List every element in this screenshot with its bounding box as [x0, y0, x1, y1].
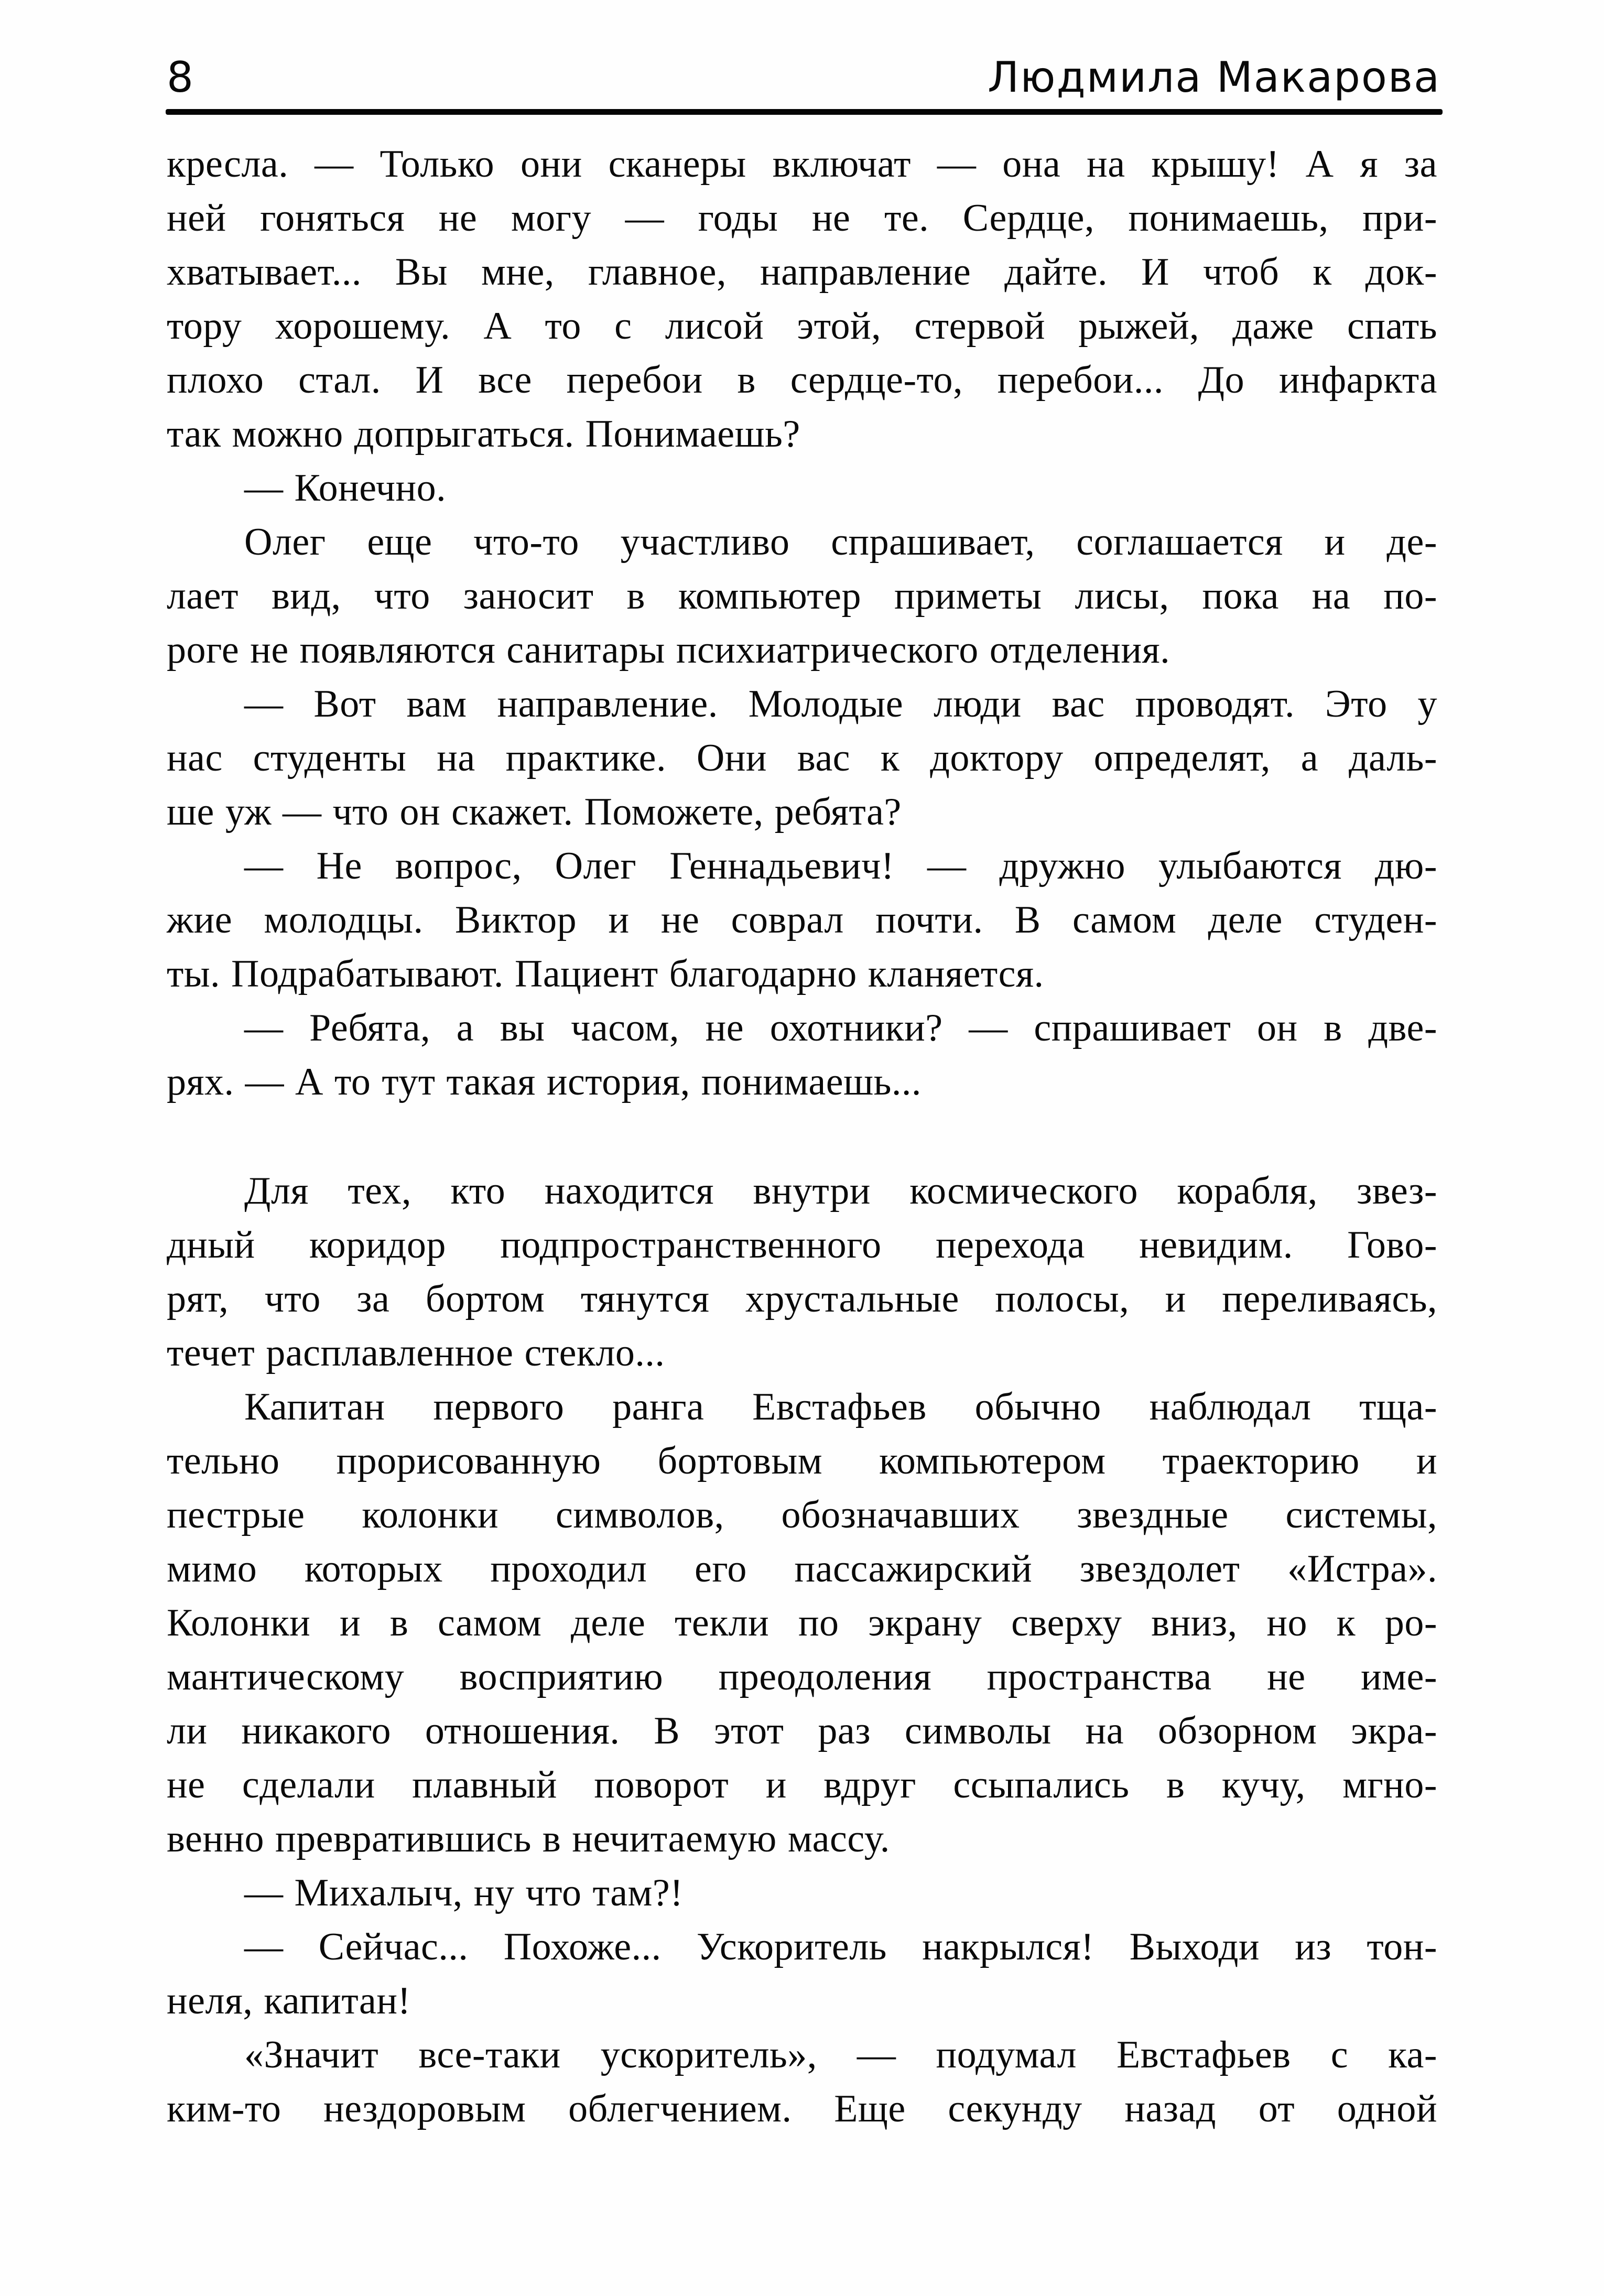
text-line: мантическому восприятию преодоления пространства не име-: [167, 1655, 1437, 1698]
running-title-author: Людмила Макарова: [987, 53, 1440, 102]
text-line: хватывает... Вы мне, главное, направление дайте. И чтоб к док-: [167, 251, 1437, 294]
text-line: плохо стал. И все перебои в сердце-то, перебои... До инфаркта: [167, 359, 1437, 402]
paragraph: [167, 1866, 1437, 1920]
paragraph: [167, 1001, 1437, 1109]
text-line: рят, что за бортом тянутся хрустальные полосы, и переливаясь,: [167, 1277, 1437, 1320]
text-line: — Ребята, а вы часом, не охотники? — спрашивает он в две-: [244, 1006, 1437, 1049]
text-line: Олег еще что-то участливо спрашивает, соглашается и де-: [244, 521, 1437, 564]
page-number: 8: [167, 53, 194, 102]
text-line: ты. Подрабатывают. Пациент благодарно кланяется.: [167, 952, 1044, 995]
page-header: [167, 53, 1440, 102]
text-line: Капитан первого ранга Евстафьев обычно наблюдал тща-: [244, 1385, 1437, 1428]
paragraph: [167, 137, 1437, 461]
text-line: пестрые колонки символов, обозначавших звездные системы,: [167, 1493, 1437, 1536]
text-line: «Значит все-таки ускоритель», — подумал Евстафьев с ка-: [244, 2033, 1437, 2076]
paragraph: [167, 1380, 1437, 1866]
text-line: Для тех, кто находится внутри космического корабля, звез-: [244, 1169, 1437, 1212]
header-rule: [166, 109, 1443, 115]
body-text: [167, 137, 1437, 2136]
paragraph: [167, 839, 1437, 1001]
text-line: дный коридор подпространственного перехода невидим. Гово-: [167, 1223, 1437, 1266]
text-line: ким-то нездоровым облегчением. Еще секунду назад от одной: [167, 2087, 1437, 2130]
text-line: течет расплавленное стекло...: [167, 1331, 665, 1374]
text-line: неля, капитан!: [167, 1979, 411, 2022]
text-line: рях. — А то тут такая история, понимаешь...: [167, 1060, 922, 1103]
paragraph: [167, 1920, 1437, 2028]
text-line: — Вот вам направление. Молодые люди вас проводят. Это у: [244, 683, 1437, 725]
text-line: роге не появляются санитары психиатрического отделения.: [167, 629, 1171, 672]
paragraph: [167, 1164, 1437, 1380]
text-line: — Михалыч, ну что там?!: [244, 1871, 684, 1914]
paragraph: [167, 461, 1437, 515]
text-line: нас студенты на практике. Они вас к доктору определят, а даль-: [167, 737, 1437, 779]
text-line: не сделали плавный поворот и вдруг ссыпались в кучу, мгно-: [167, 1763, 1437, 1806]
text-line: так можно допрыгаться. Понимаешь?: [167, 413, 800, 456]
text-line: — Не вопрос, Олег Геннадьевич! — дружно улыбаются дю-: [244, 844, 1437, 887]
text-line: венно превратившись в нечитаемую массу.: [167, 1817, 890, 1860]
text-line: мимо которых проходил его пассажирский звездолет «Истра».: [167, 1547, 1437, 1590]
paragraph: [167, 2028, 1437, 2136]
text-line: — Сейчас... Похоже... Ускоритель накрылся! Выходи из тон-: [244, 1925, 1437, 1968]
text-line: лает вид, что заносит в компьютер приметы лисы, пока на по-: [167, 575, 1437, 618]
text-line: ли никакого отношения. В этот раз символы на обзорном экра-: [167, 1709, 1437, 1752]
text-line: Колонки и в самом деле текли по экрану сверху вниз, но к ро-: [167, 1601, 1437, 1644]
text-line: — Конечно.: [244, 467, 447, 510]
text-line: тору хорошему. А то с лисой этой, стервой рыжей, даже спать: [167, 305, 1437, 348]
text-line: тельно прорисованную бортовым компьютером траекторию и: [167, 1439, 1437, 1482]
text-line: кресла. — Только они сканеры включат — она на крышу! А я за: [167, 143, 1437, 186]
paragraph: [167, 515, 1437, 677]
text-line: жие молодцы. Виктор и не соврал почти. В самом деле студен-: [167, 898, 1437, 941]
text-line: ней гоняться не могу — годы не те. Сердце, понимаешь, при-: [167, 197, 1437, 240]
paragraph: [167, 677, 1437, 839]
text-line: ше уж — что он скажет. Поможете, ребята?: [167, 790, 902, 833]
